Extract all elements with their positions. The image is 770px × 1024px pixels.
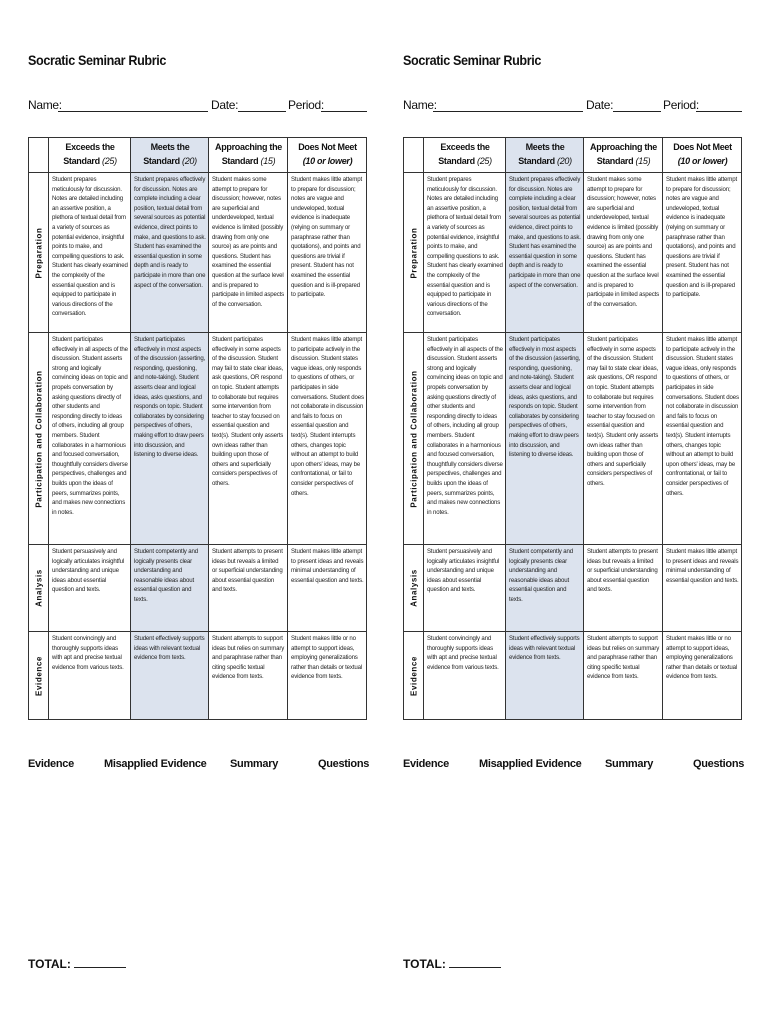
rubric-cell: Student persuasively and logically articulates insightful understanding and unique ideas about essential question and texts.	[49, 545, 131, 632]
row-label: Participation and Collaboration	[34, 369, 43, 508]
rubric-cell: Student participates effectively in some aspects of the discussion. Student may fail to state clear ideas, ask questions, OR respond on topic. Student attempts to collaborate but requires some intervention from teacher to stay focused on essential question and text(s). Student only asserts own ideas rather than building upon those of others and superficially considers perspectives of others.	[584, 333, 663, 545]
column-title: Exceeds the	[440, 142, 490, 152]
row-label-cell	[404, 333, 424, 545]
period-label: Period:	[288, 98, 324, 112]
column-points: (20)	[557, 156, 572, 166]
column-header	[584, 138, 663, 173]
total-field[interactable]	[74, 957, 126, 968]
rubric-row	[29, 545, 367, 632]
rubric-cell: Student makes little attempt to present ideas and reveals minimal understanding of essential question and texts.	[663, 545, 742, 632]
rubric-cell: Student makes little attempt to present ideas and reveals minimal understanding of essential question and texts.	[288, 545, 367, 632]
column-points: (10 or lower)	[302, 156, 353, 166]
rubric-table	[28, 137, 367, 720]
column-subtitle: Standard	[596, 156, 634, 166]
name-label: Name:	[403, 98, 437, 112]
questions-label: Questions	[318, 758, 370, 770]
header-row	[29, 138, 367, 173]
rubric-cell: Student participates effectively in all aspects of the discussion. Student asserts strong and logically convincing ideas on topic and propels conversation by asking questions directly of other students and responding directly to ideas of others, including all group members. Student collaborates in a harmonious and focused conversation, thoughtfully considers diverse perspectives, challenges and builds upon the ideas of peers, summarizes points, and makes new connections in notes.	[424, 333, 506, 545]
column-header	[49, 138, 131, 173]
summary-label: Summary	[230, 758, 279, 770]
row-label: Analysis	[34, 569, 43, 607]
misapplied-evidence-label: Misapplied Evidence	[479, 758, 582, 770]
column-points: (15)	[260, 156, 276, 166]
rubric-copy-right	[403, 0, 743, 1024]
header-row	[404, 138, 742, 173]
column-subtitle: Standard	[438, 156, 475, 166]
row-label: Evidence	[409, 655, 418, 696]
rubric-cell: Student convincingly and thoroughly supports ideas with apt and precise textual evidence from various texts.	[424, 632, 506, 720]
rubric-cell: Student attempts to support ideas but relies on summary and paraphrase rather than citing specific textual evidence from texts.	[584, 632, 663, 720]
column-title: Approaching the	[215, 142, 282, 152]
corner-cell	[404, 138, 424, 173]
column-header	[131, 138, 209, 173]
rubric-cell: Student makes little or no attempt to support ideas, employing generalizations rather than details or textual evidence from texts.	[663, 632, 742, 720]
row-label: Participation and Collaboration	[409, 369, 418, 508]
column-subtitle: Standard	[63, 156, 100, 166]
total-field[interactable]	[449, 957, 501, 968]
rubric-row	[404, 545, 742, 632]
rubric-cell: Student makes little attempt to prepare for discussion; notes are vague and undeveloped, textual evidence is inadequate (relying on summary or paraphrase rather than quotations), and points and questions are trivial if present. Student has not examined the essential question and is ill-prepared to participate.	[663, 173, 742, 333]
rubric-row	[404, 173, 742, 333]
rubric-title: Socratic Seminar Rubric	[28, 52, 167, 68]
total-label: TOTAL:	[28, 957, 71, 971]
rubric-cell: Student persuasively and logically articulates insightful understanding and unique ideas about essential question and texts.	[424, 545, 506, 632]
column-points: (20)	[182, 156, 197, 166]
date-label: Date:	[211, 98, 239, 112]
rubric-cell: Student makes little or no attempt to support ideas, employing generalizations rather than details or textual evidence from texts.	[288, 632, 367, 720]
column-subtitle: Standard	[143, 156, 180, 166]
rubric-cell: Student prepares effectively for discussion. Notes are complete including a clear position, textual detail from several sources as potential evidence, direct points to make, and questions to ask. Student has examined the essential question in some depth and is ready to participate in more than one aspect of the conversation.	[506, 173, 584, 333]
total-label: TOTAL:	[403, 957, 446, 971]
rubric-cell: Student competently and logically presents clear understanding and reasonable ideas about essential question and texts.	[506, 545, 584, 632]
row-label-cell	[29, 632, 49, 720]
column-header	[506, 138, 584, 173]
column-subtitle: Standard	[518, 156, 555, 166]
total-row	[403, 957, 501, 971]
column-title: Does Not Meet	[673, 142, 732, 152]
row-label-cell	[404, 545, 424, 632]
rubric-table	[403, 137, 742, 720]
period-field[interactable]	[321, 111, 367, 112]
column-subtitle: Standard	[221, 156, 259, 166]
column-points: (10 or lower)	[677, 156, 728, 166]
row-label-cell	[29, 545, 49, 632]
rubric-cell: Student attempts to support ideas but relies on summary and paraphrase rather than citing specific textual evidence from texts.	[209, 632, 288, 720]
row-label-cell	[404, 632, 424, 720]
evidence-label: Evidence	[403, 758, 449, 770]
row-label-cell	[404, 173, 424, 333]
questions-label: Questions	[693, 758, 745, 770]
corner-cell	[29, 138, 49, 173]
rubric-title: Socratic Seminar Rubric	[403, 52, 542, 68]
name-label: Name:	[28, 98, 62, 112]
rubric-cell: Student participates effectively in most aspects of the discussion (asserting, responding, questioning, and note-taking). Student asserts clear and logical ideas, asks questions, and responds on topic. Student collaborates by considering perspectives of others, making effort to draw peers into discussion, and listening to diverse ideas.	[506, 333, 584, 545]
column-points: (15)	[635, 156, 651, 166]
evidence-label: Evidence	[28, 758, 74, 770]
rubric-copy-left	[28, 0, 368, 1024]
row-label: Evidence	[34, 655, 43, 696]
rubric-row	[404, 333, 742, 545]
rubric-cell: Student competently and logically presents clear understanding and reasonable ideas about essential question and texts.	[131, 545, 209, 632]
rubric-cell: Student prepares meticulously for discussion. Notes are detailed including an assertive position, a plethora of textual detail from a variety of sources as potential evidence, insightful points to make, and compelling questions to ask. Student has clearly examined the complexity of the essential question and is equipped to participate in various directions of the conversation.	[424, 173, 506, 333]
period-label: Period:	[663, 98, 699, 112]
date-field[interactable]	[238, 111, 286, 112]
total-row	[28, 957, 126, 971]
rubric-cell: Student prepares meticulously for discussion. Notes are detailed including an assertive position, a plethora of textual detail from a variety of sources as potential evidence, insightful points to make, and compelling questions to ask. Student has clearly examined the complexity of the essential question and is equipped to participate in various directions of the conversation.	[49, 173, 131, 333]
rubric-cell: Student effectively supports ideas with relevant textual evidence from texts.	[131, 632, 209, 720]
rubric-cell: Student makes little attempt to prepare for discussion; notes are vague and undeveloped, textual evidence is inadequate (relying on summary or paraphrase rather than quotations), and points and questions are trivial if present. Student has not examined the essential question and is ill-prepared to participate.	[288, 173, 367, 333]
column-title: Meets the	[150, 142, 190, 152]
misapplied-evidence-label: Misapplied Evidence	[104, 758, 207, 770]
name-field[interactable]	[58, 111, 208, 112]
rubric-cell: Student participates effectively in all aspects of the discussion. Student asserts strong and logically convincing ideas on topic and propels conversation by asking questions directly of other students and responding directly to ideas of others, including all group members. Student collaborates in a harmonious and focused conversation, thoughtfully considers diverse perspectives, challenges and builds upon the ideas of peers, summarizes points, and makes new connections in notes.	[49, 333, 131, 545]
rubric-cell: Student attempts to present ideas but reveals a limited or superficial understanding about essential question and texts.	[584, 545, 663, 632]
row-label-cell	[29, 333, 49, 545]
rubric-cell: Student makes some attempt to prepare for discussion; however, notes are superficial and underdeveloped, textual evidence is limited (possibly drawing from only one source) as are points and questions. Student has examined the essential question at the surface level and is prepared to participate in limited aspects of the conversation.	[209, 173, 288, 333]
rubric-cell: Student participates effectively in most aspects of the discussion (asserting, responding, questioning, and note-taking). Student asserts clear and logical ideas, asks questions, and responds on topic. Student collaborates by considering perspectives of others, making effort to draw peers into discussion, and listening to diverse ideas.	[131, 333, 209, 545]
column-header	[288, 138, 367, 173]
rubric-cell: Student attempts to present ideas but reveals a limited or superficial understanding about essential question and texts.	[209, 545, 288, 632]
row-label: Preparation	[409, 226, 418, 279]
column-title: Exceeds the	[65, 142, 115, 152]
row-label-cell	[29, 173, 49, 333]
rubric-cell: Student convincingly and thoroughly supports ideas with apt and precise textual evidence from various texts.	[49, 632, 131, 720]
rubric-cell: Student participates effectively in some aspects of the discussion. Student may fail to state clear ideas, ask questions, OR respond on topic. Student attempts to collaborate but requires some intervention from teacher to stay focused on essential question and text(s). Student only asserts own ideas rather than building upon those of others and superficially considers perspectives of others.	[209, 333, 288, 545]
date-field[interactable]	[613, 111, 661, 112]
column-header	[424, 138, 506, 173]
rubric-row	[29, 632, 367, 720]
rubric-cell: Student makes little attempt to participate actively in the discussion. Student states vague ideas, only responds to questions of others, or participates in side conversations. Student does not collaborate in discussion and fails to focus on essential question and text(s). Student interrupts others, changes topic without an attempt to build upon others' ideas, may be confrontational, or fail to consider perspectives of others.	[288, 333, 367, 545]
column-header	[209, 138, 288, 173]
date-label: Date:	[586, 98, 614, 112]
column-title: Approaching the	[590, 142, 657, 152]
rubric-cell: Student effectively supports ideas with relevant textual evidence from texts.	[506, 632, 584, 720]
rubric-row	[404, 632, 742, 720]
name-field[interactable]	[433, 111, 583, 112]
rubric-row	[29, 333, 367, 545]
rubric-row	[29, 173, 367, 333]
column-header	[663, 138, 742, 173]
row-label: Preparation	[34, 226, 43, 279]
period-field[interactable]	[696, 111, 742, 112]
row-label: Analysis	[409, 569, 418, 607]
column-title: Does Not Meet	[298, 142, 357, 152]
column-title: Meets the	[525, 142, 565, 152]
rubric-cell: Student makes some attempt to prepare for discussion; however, notes are superficial and underdeveloped, textual evidence is limited (possibly drawing from only one source) as are points and questions. Student has examined the essential question at the surface level and is prepared to participate in limited aspects of the conversation.	[584, 173, 663, 333]
column-points: (25)	[102, 156, 117, 166]
summary-label: Summary	[605, 758, 654, 770]
column-points: (25)	[477, 156, 492, 166]
rubric-cell: Student prepares effectively for discussion. Notes are complete including a clear position, textual detail from several sources as potential evidence, direct points to make, and questions to ask. Student has examined the essential question in some depth and is ready to participate in more than one aspect of the conversation.	[131, 173, 209, 333]
rubric-cell: Student makes little attempt to participate actively in the discussion. Student states vague ideas, only responds to questions of others, or participates in side conversations. Student does not collaborate in discussion and fails to focus on essential question and text(s). Student interrupts others, changes topic without an attempt to build upon others' ideas, may be confrontational, or fail to consider perspectives of others.	[663, 333, 742, 545]
